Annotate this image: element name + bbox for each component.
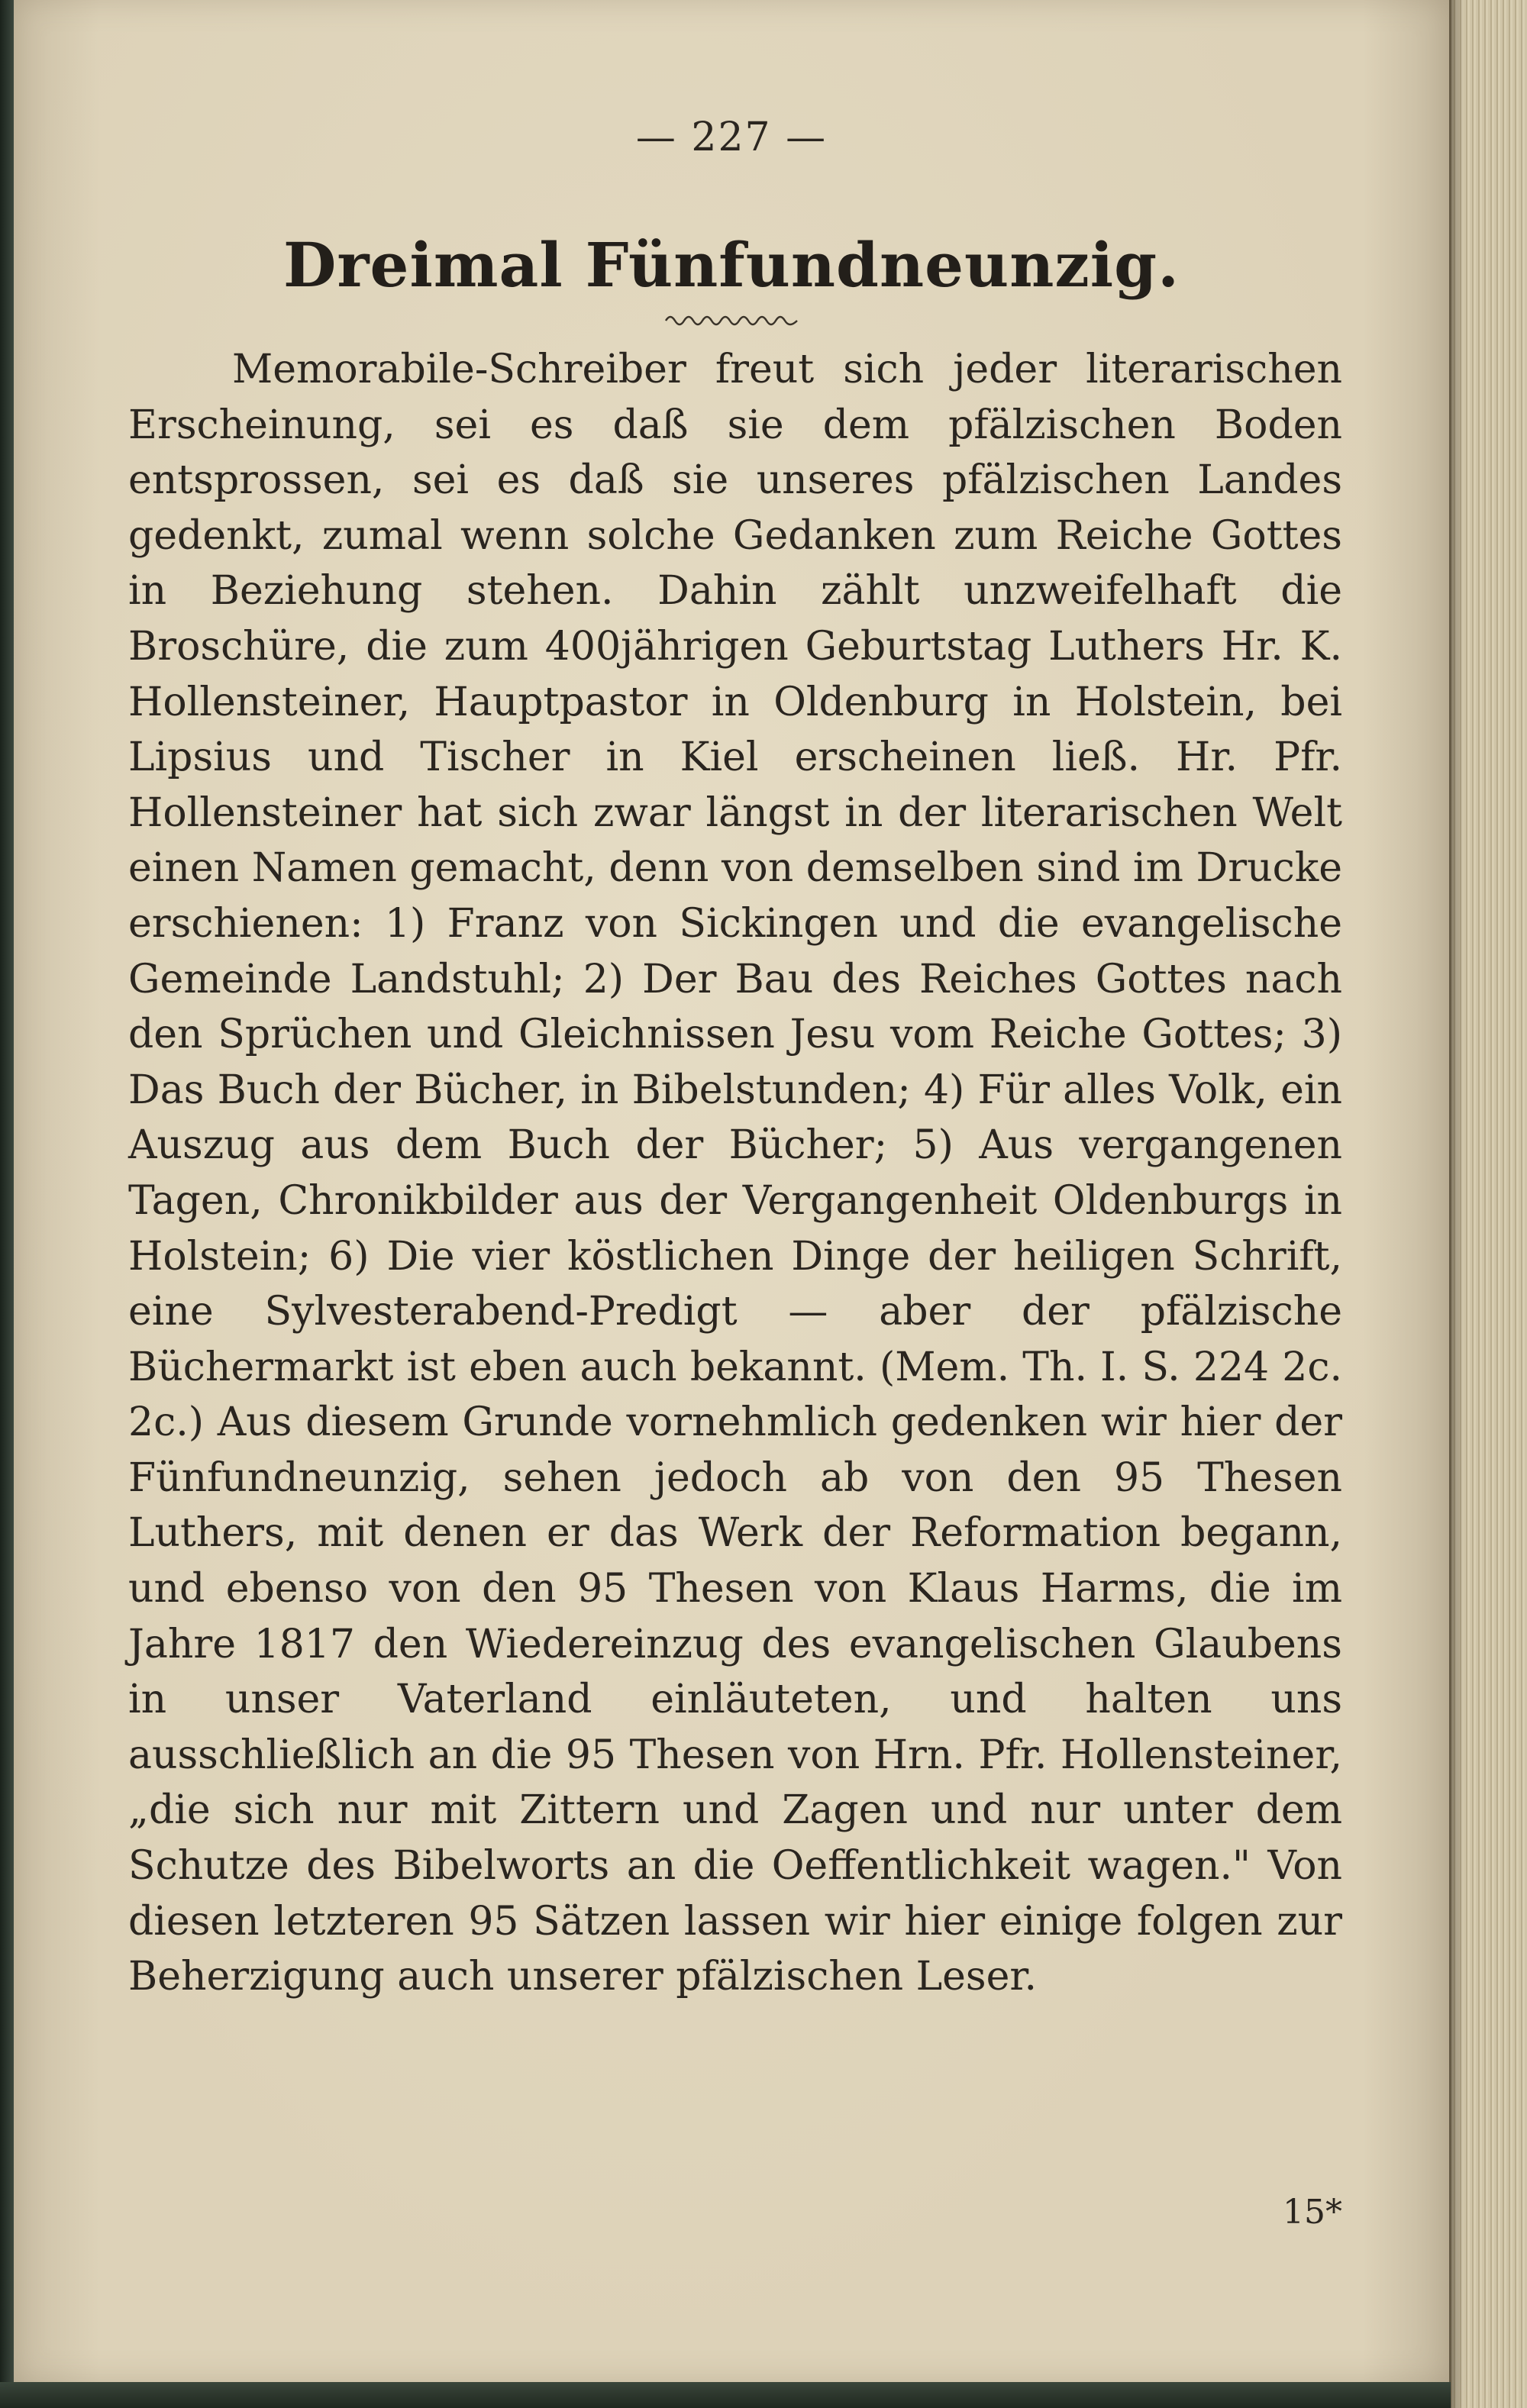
page-number: — 227 — xyxy=(635,115,828,160)
printer-signature-mark: 15* xyxy=(1283,2193,1342,2232)
article-title: Dreimal Fünfundneunzig. xyxy=(283,229,1180,301)
book-bottom-edge xyxy=(0,2382,1451,2408)
gutter-shadow xyxy=(1449,0,1464,2408)
title-ornament-divider xyxy=(663,311,800,330)
body-paragraph: Memorabile-Schreiber freut sich jeder literarischen Erscheinung, sei es daß sie dem pfälzischen Boden entsprossen, sei es daß sie unseres pfälzischen Landes gedenkt, zumal wenn solche Gedanken zum Reiche Gottes in Beziehung stehen. Dahin zählt unzweifelhaft die Broschüre, die zum 400jährigen Geburtstag Luthers Hr. K. Hollensteiner, Hauptpastor in Oldenburg in Holstein, bei Lipsius und Tischer in Kiel erscheinen ließ. Hr. Pfr. Hollensteiner hat sich zwar längst in der literarischen Welt einen Namen gemacht, denn von demselben sind im Drucke erschienen: 1) Franz von Sickingen und die evangelische Gemeinde Landstuhl; 2) Der Bau des Reiches Gottes nach den Sprüchen und Gleichnissen Jesu vom Reiche Gottes; 3) Das Buch der Bücher, in Bibelstunden; 4) Für alles Volk, ein Auszug aus dem Buch der Bücher; 5) Aus vergangenen Tagen, Chronikbilder aus der Vergangenheit Oldenburgs in Holstein; 6) Die vier köstlichen Dinge der heiligen Schrift, eine Sylvesterabend-Predigt — aber der pfälzische Büchermarkt ist eben auch bekannt. (Mem. Th. I. S. 224 2c. 2c.) Aus diesem Grunde vornehmlich gedenken wir hier der Fünfundneunzig, sehen jedoch ab von den 95 Thesen Luthers, mit denen er das Werk der Reformation begann, und ebenso von den 95 Thesen von Klaus Harms, die im Jahre 1817 den Wiedereinzug des evangelischen Glaubens in unser Vaterland einläuteten, und halten uns ausschließlich an die 95 Thesen von Hrn. Pfr. Hollensteiner, „die sich nur mit Zittern und Zagen und nur unter dem Schutze des Bibelworts an die Oeffentlichkeit wagen." Von diesen letzteren 95 Sätzen lassen wir hier einige folgen zur Beherzigung auch unserer pfälzischen Leser. xyxy=(128,347,1342,2000)
book-binding-edge xyxy=(0,0,14,2408)
article-body xyxy=(128,342,1342,2005)
book-page xyxy=(14,0,1449,2382)
